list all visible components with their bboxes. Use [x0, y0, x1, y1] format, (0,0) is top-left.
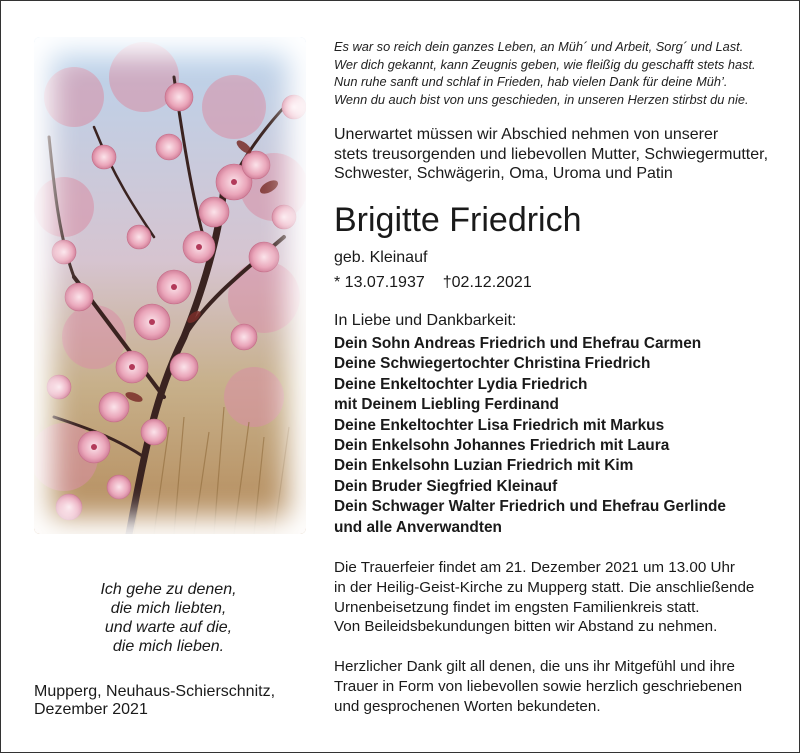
poem-line: Es war so reich dein ganzes Leben, an Müh´ und Arbeit, Sorg´ und Last. — [334, 39, 744, 54]
gratitude-intro: In Liebe und Dankbarkeit: — [334, 312, 517, 329]
service-info — [334, 558, 754, 637]
family-member: Dein Enkelsohn Johannes Friedrich mit Laura — [334, 437, 670, 455]
family-list — [334, 334, 726, 538]
life-dates — [334, 273, 532, 293]
intro-text — [334, 125, 768, 184]
family-member: Dein Enkelsohn Luzian Friedrich mit Kim — [334, 457, 634, 475]
intro-line: stets treusorgenden und liebevollen Mutter, Schwiegermutter, — [334, 145, 769, 163]
place-line: Mupperg, Neuhaus-Schierschnitz, — [34, 683, 276, 700]
thanks-line: Trauer in Form von liebevollen sowie herzlich geschriebenen — [334, 677, 743, 695]
poem-line: Nun ruhe sanft und schlaf in Frieden, hab vielen Dank für deine Müh’. — [334, 74, 728, 90]
quote-line: die mich liebten, — [110, 600, 227, 617]
poem — [334, 38, 756, 108]
deceased-name: Brigitte Friedrich — [334, 201, 582, 239]
blossom-photo — [34, 37, 306, 534]
service-line: Urnenbeisetzung findet im engsten Familienkreis statt. — [334, 598, 700, 616]
thanks-line: und gesprochenen Worten bekundeten. — [334, 697, 601, 715]
family-member: Deine Schwiegertochter Christina Friedrich — [334, 355, 651, 373]
death-date: †02.12.2021 — [442, 274, 532, 291]
intro-line: Schwester, Schwägerin, Oma, Uroma und Patin — [334, 165, 673, 182]
family-member: Dein Sohn Andreas Friedrich und Ehefrau Carmen — [334, 335, 702, 352]
birth-date: * 13.07.1937 — [334, 274, 425, 291]
service-line: Von Beileidsbekundungen bitten wir Abstand zu nehmen. — [334, 618, 718, 636]
intro-line: Unerwartet müssen wir Abschied nehmen von unserer — [334, 126, 719, 143]
left-quote — [56, 580, 281, 656]
blossom-branch-image — [34, 37, 306, 534]
thanks-line: Herzlicher Dank gilt all denen, die uns ihr Mitgefühl und ihre — [334, 658, 735, 675]
family-member: Dein Schwager Walter Friedrich und Ehefrau Gerlinde — [334, 498, 726, 516]
poem-line: Wenn du auch bist von uns geschieden, in unseren Herzen stirbst du nie. — [334, 91, 749, 107]
family-member: Deine Enkeltochter Lydia Friedrich — [334, 375, 588, 393]
quote-line: Ich gehe zu denen, — [100, 581, 237, 598]
service-line: in der Heilig-Geist-Kirche zu Mupperg statt. Die anschließende — [334, 578, 755, 596]
service-line: Die Trauerfeier findet am 21. Dezember 2021 um 13.00 Uhr — [334, 559, 735, 576]
place-and-date — [34, 683, 314, 719]
family-member: und alle Anverwandten — [334, 518, 502, 536]
quote-line: und warte auf die, — [104, 619, 233, 636]
thanks-text — [334, 657, 742, 716]
family-member: Deine Enkeltochter Lisa Friedrich mit Markus — [334, 416, 665, 434]
quote-line: die mich lieben. — [112, 638, 225, 655]
poem-line: Wer dich gekannt, kann Zeugnis geben, wie fleißig du geschafft stets hast. — [334, 56, 756, 72]
birth-name: geb. Kleinauf — [334, 249, 428, 266]
date-line: Dezember 2021 — [34, 701, 148, 718]
family-member: Dein Bruder Siegfried Kleinauf — [334, 477, 558, 495]
family-member: mit Deinem Liebling Ferdinand — [334, 396, 559, 414]
